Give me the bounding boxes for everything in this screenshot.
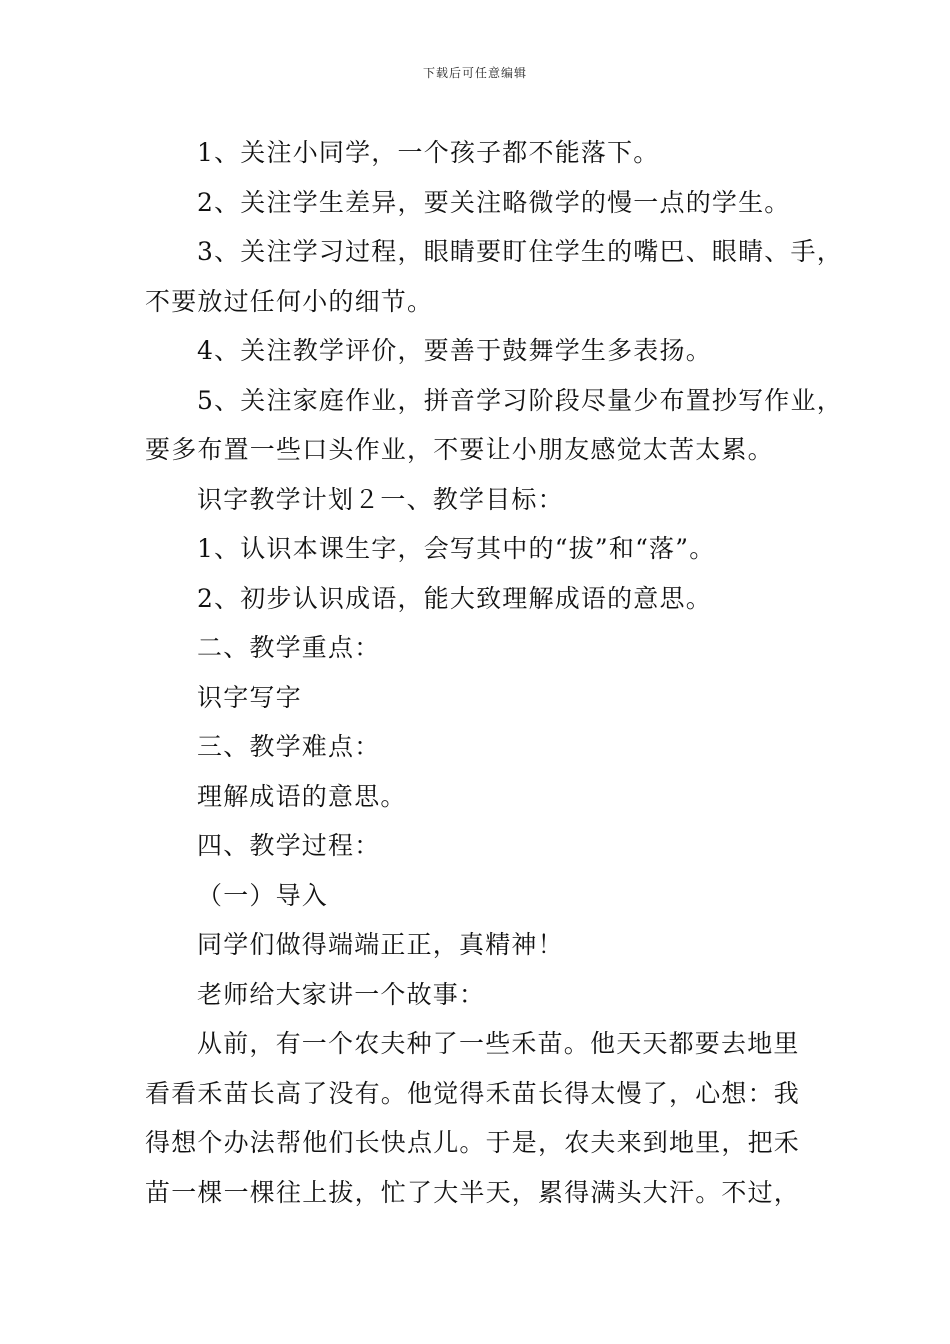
text-line: 得想个办法帮他们长快点儿。于是，农夫来到地里，把禾	[145, 1128, 801, 1157]
text-line: 1、关注小同学，一个孩子都不能落下。	[197, 138, 660, 167]
text-line: 从前，有一个农夫种了一些禾苗。他天天都要去地里	[197, 1029, 800, 1058]
text-line: 理解成语的意思。	[197, 781, 407, 811]
text-line: 不要放过任何小的细节。	[145, 286, 434, 316]
subsection-heading: （一）导入	[197, 880, 329, 910]
section-heading: 二、教学重点：	[197, 633, 381, 662]
text-line: 3、关注学习过程，眼睛要盯住学生的嘴巴、眼睛、手，	[197, 237, 843, 266]
text-line: 4、关注教学评价，要善于鼓舞学生多表扬。	[197, 336, 712, 365]
text-line: 老师给大家讲一个故事：	[197, 979, 486, 1009]
text-line: 识字写字	[197, 682, 302, 712]
text-line: 识字教学计划２一、教学目标：	[197, 484, 564, 514]
text-line: 同学们做得端端正正，真精神！	[197, 930, 564, 959]
text-line: 5、关注家庭作业，拼音学习阶段尽量少布置抄写作业，	[197, 385, 843, 415]
text-line: 1、认识本课生字，会写其中的“拔”和“落”。	[197, 534, 716, 563]
section-heading: 三、教学难点：	[197, 732, 381, 761]
text-line: 苗一棵一棵往上拔，忙了大半天，累得满头大汗。不过，	[145, 1177, 801, 1207]
document-body	[145, 128, 843, 1217]
text-line: 看看禾苗长高了没有。他觉得禾苗长得太慢了，心想：我	[145, 1078, 801, 1108]
text-line: 要多布置一些口头作业，不要让小朋友感觉太苦太累。	[145, 435, 774, 464]
page-header: 下载后可任意编辑	[422, 66, 527, 80]
text-line: 2、初步认识成语，能大致理解成语的意思。	[197, 583, 712, 613]
text-line: 2、关注学生差异，要关注略微学的慢一点的学生。	[197, 187, 791, 217]
section-heading: 四、教学过程：	[197, 831, 381, 860]
